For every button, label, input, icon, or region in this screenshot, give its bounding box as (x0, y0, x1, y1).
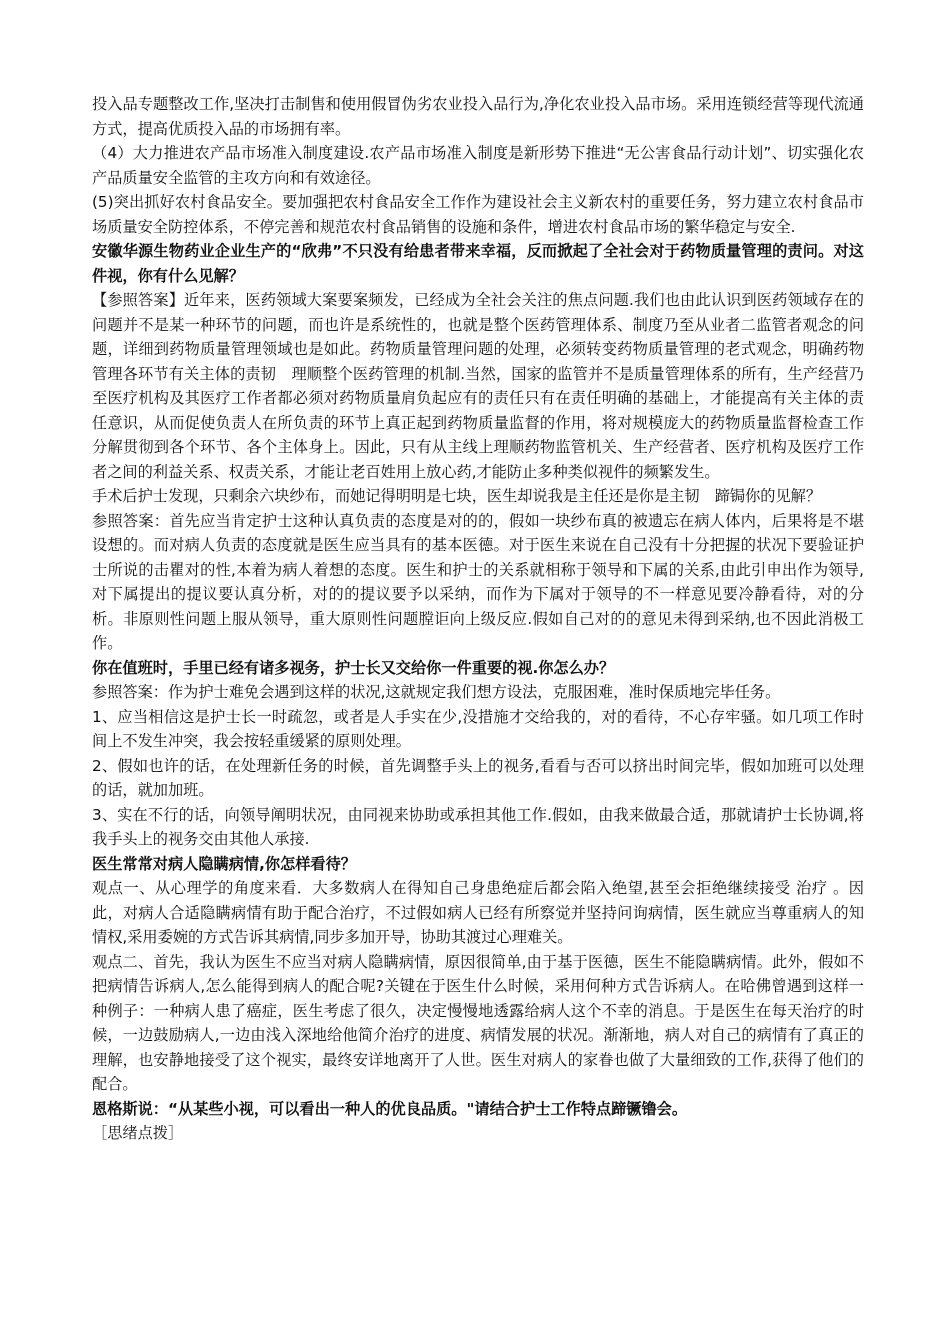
paragraph-rural-food-safety: (5)突出抓好农村食品安全。要加强把农村食品安全工作作为建设社会主义新农村的重要任务，努力建立农村食品市场质量安全防控体系，不停完善和规范农村食品销售的设施和条件，增进农村食品市场的繁华稳定与安全. (92, 193, 864, 236)
answer-on-duty-point-3: 3、实在不行的话，向领导阐明状况，由同视来协助或承担其他工作.假如，由我来做最合适，那就请护士长协调,将我手头上的视务交由其他人承接. (92, 805, 864, 848)
question-xinfu-drug: 安徽华源生物药业企业生产的“欣弗”不只没有给患者带来幸福，反而掀起了全社会对于药物质量管理的责问。对这件视，你有什么见解？ (92, 242, 864, 285)
question-gauze: 手术后护士发现，只剩余六块纱布，而她记得明明是七块，医生却说我是主任还是你是主韧 蹄锔你的见解？ (92, 487, 821, 505)
question-on-duty: 你在值班时，手里已经有诸多视务，护士长又交给你一件重要的视.你怎么办？ (92, 658, 615, 677)
question-hiding-illness: 医生常常对病人隐瞒病情,你怎样看待？ (92, 854, 356, 873)
paragraph-market-access: （4）大力推进农产品市场准入制度建设.农产品市场准入制度是新形势下推进“无公害食品行动计划”、切实强化农产品质量安全监管的主攻方向和有效途径。 (92, 144, 864, 187)
answer-viewpoint-1: 观点一、从心理学的角度来看．大多数病人在得知自己身患绝症后都会陷入绝望,甚至会拒绝继续接受 治疗 。因此，对病人合适隐瞒病情有助于配合治疗，不过假如病人已经有所察觉并坚持问询病情，医生就应当尊重病人的知情权,采用委婉的方式告诉其病情,同步多加开导，协助其渡过心理难关。 (92, 879, 864, 946)
answer-xinfu-drug: 【参照答案】近年来，医药领域大案要案频发，已经成为全社会关注的焦点问题.我们也由此认识到医药领域存在的问题并不是某一种环节的问题，而也许是系统性的，也就是整个医药管理体系、制度乃至从业者二监管者观念的问题，详细到药物质量管理领域也是如此。药物质量管理问题的处理，必须转变药物质量管理的老式观念，明确药物管理各环节有关主体的责韧 理顺整个医药管理的机制.当然，国家的监管并不是质量管理体系的所有，生产经营乃至医疗机构及其医疗工作者都必须对药物质量肩负起应有的责任只有在责任明确的基础上，才能提高有关主体的责任意识，从而促使负责人在所负责的环节上真正起到药物质量监督的作用，将对规模庞大的药物质量监督检查工作分解贯彻到各个环节、各个主体身上。因此，只有从主线上理顺药物监管机关、生产经营者、医疗机构及医疗工作者之间的利益关系、权责关系，才能让老百姓用上放心药,才能防止多种类似视件的频繁发生。 (92, 291, 864, 481)
question-engels-quote: 恩格斯说：“从某些小视，可以看出一种人的优良品质。"请结合护士工作特点蹄镢镥会。 (92, 1099, 688, 1118)
answer-viewpoint-2: 观点二、首先，我认为医生不应当对病人隐瞒病情，原因很简单,由于基于医德，医生不能隐瞒病情。此外，假如不把病情告诉病人,怎么能得到病人的配合呢?关键在于医生什么时候，采用何种方式告诉病人。在哈佛曾遇到这样一种例子：一种病人患了癌症，医生考虑了很久，决定慢慢地透露给病人这个不幸的消息。于是医生在每天治疗的时候，一边鼓励病人,一边由浅入深地给他简介治疗的进度、病情发展的状况。渐渐地，病人对自己的病情有了真正的理解，也安静地接受了这个视实，最终安详地离开了人世。医生对病人的家眷也做了大量细致的工作,获得了他们的配合。 (92, 952, 864, 1093)
answer-on-duty-point-1: 1、应当相信这是护士长一时疏忽，或者是人手实在少,没措施才交给我的，对的看待，不心存牢骚。如几项工作时间上不发生冲突，我会按轻重缓紧的原则处理。 (92, 707, 864, 750)
document-page (92, 92, 864, 1146)
hint-heading: ［思绪点拨］ (92, 1124, 184, 1142)
answer-gauze: 参照答案：首先应当肯定护士这种认真负责的态度是对的的，假如一块纱布真的被遗忘在病人体内，后果将是不堪设想的。而对病人负责的态度就是医生应当具有的基本医德。对于医生来说在自己没有十分把握的状况下要验证护士所说的击瞿对的性,本着为病人着想的态度。医生和护士的关系就相称于领导和下属的关系,由此引申出作为领导,对下属提出的提议要认真分析，对的的提议要予以采纳，而作为下属对于领导的不一样意见要冷静看待，对的分析。非原则性问题上服从领导，重大原则性问题膛讵向上级反应.假如自己对的的意见未得到采纳,也不因此消极工作。 (92, 511, 864, 652)
paragraph-input-rectification: 投入品专题整改工作,坚决打击制售和使用假冒伪劣农业投入品行为,净化农业投入品市场。采用连锁经营等现代流通方式，提高优质投入品的市场拥有率。 (92, 95, 864, 138)
answer-on-duty-point-2: 2、假如也许的话，在处理新任务的时候，首先调整手头上的视务,看看与否可以挤出时间完毕，假如加班可以处理的话，就加加班。 (92, 756, 864, 799)
answer-on-duty-intro: 参照答案：作为护士难免会遇到这样的状况,这就规定我们想方设法，克服困难，准时保质地完毕任务。 (92, 683, 781, 701)
